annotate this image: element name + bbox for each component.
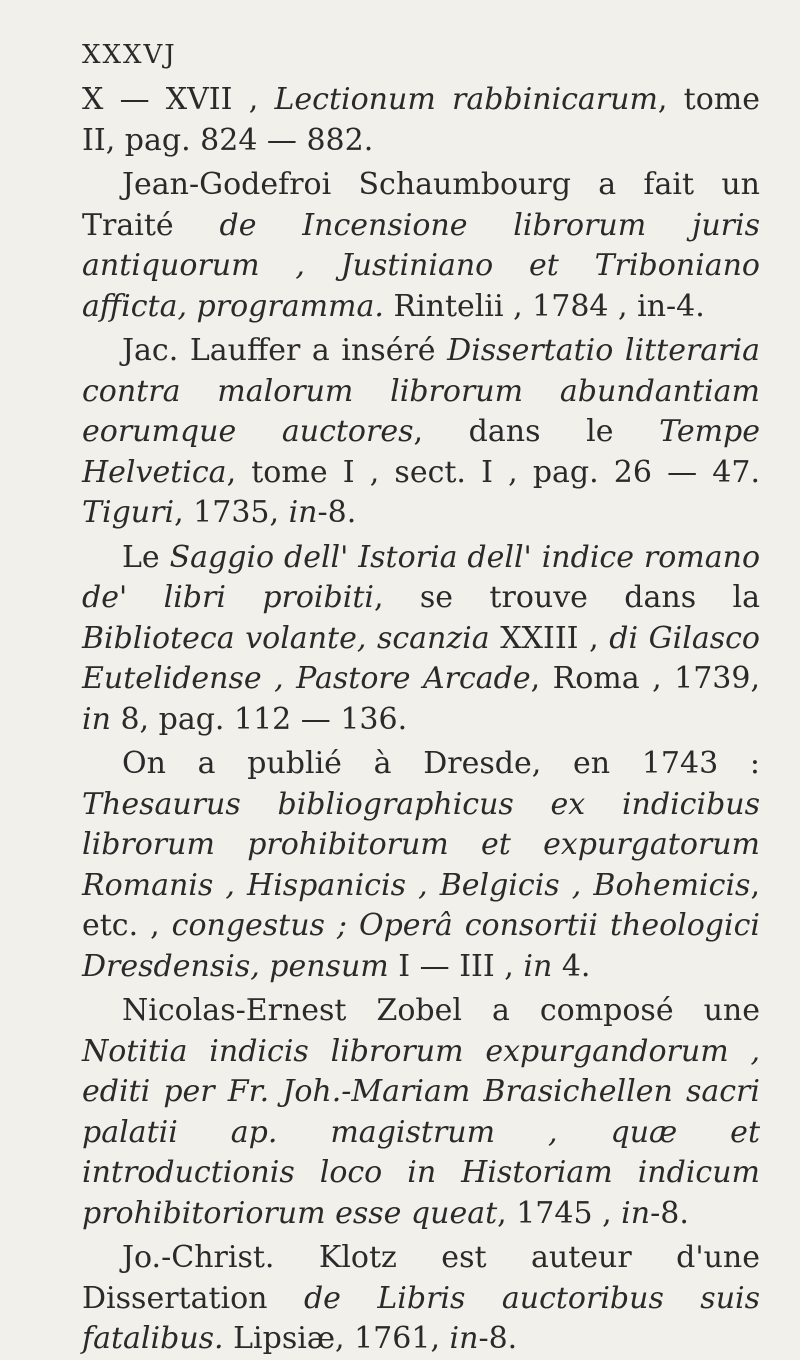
bibliography-entry (82, 991, 760, 1234)
italic-text-segment: Lectionum rabbinicarum (274, 82, 658, 117)
text-segment: I — III , (388, 948, 524, 984)
text-segment: 4. (552, 948, 591, 984)
italic-text-segment: in (449, 1321, 479, 1356)
italic-text-segment: in (288, 495, 318, 530)
text-segment: , dans le (413, 414, 660, 449)
text-segment: Rintelii , 1784 , in-4. (383, 288, 705, 324)
text-segment: XXIII , (489, 620, 610, 656)
text-segment: Jac. Lauffer a inséré (122, 333, 448, 368)
italic-text-segment: de Libris auctoribus suis fatalibus. (82, 1280, 761, 1356)
bibliography-entry (82, 744, 760, 987)
text-segment: On a publié à Dresde, en 1743 : (122, 746, 760, 781)
text-segment: -8. (478, 1321, 518, 1356)
text-segment: , se trouve dans la (373, 580, 760, 615)
bibliography-entry (82, 165, 760, 327)
italic-text-segment: Tempe Helvetica (82, 414, 760, 490)
text-segment: Lipsiæ, 1761, (223, 1321, 450, 1356)
italic-text-segment: Tiguri (82, 495, 175, 530)
page-number: XXXVJ (82, 40, 177, 70)
text-segment: , 1735, (174, 495, 289, 530)
text-segment: -8. (317, 495, 357, 530)
text-segment: 8, pag. 112 — 136. (110, 701, 408, 737)
text-segment: X — XVII , (82, 82, 275, 117)
text-segment: , tome I , sect. I , pag. 26 — 47. (226, 454, 760, 490)
text-segment: Jean-Godefroi Schaumbourg a fait un Traité (82, 167, 760, 243)
italic-text-segment: congestus ; Operâ consortii theologici Dresdensis, pensum (82, 908, 760, 984)
italic-text-segment: Biblioteca volante, scanzia (82, 620, 490, 656)
italic-text-segment: Notitia indicis librorum expurgandorum , editi per Fr. Joh.-Mariam Brasichellen sacri palatii ap. magistrum , quæ et introductionis loco in Historiam indicum prohibitoriorum esse queat (82, 1033, 760, 1231)
italic-text-segment: in (621, 1195, 651, 1231)
bibliography-entry (82, 1238, 760, 1360)
bibliography-entry (82, 538, 760, 741)
italic-text-segment: Saggio dell' Istoria dell' indice romano de' libri proibiti (82, 539, 761, 615)
italic-text-segment: di Gilasco Eutelidense , Pastore Arcade (82, 620, 760, 696)
italic-text-segment: Thesaurus bibliographicus ex indicibus librorum prohibitorum et expurgatorum Romanis , Hispanicis , Belgicis , Bohemicis (82, 786, 760, 903)
text-segment: Le (122, 539, 170, 575)
bibliography-entry (82, 331, 760, 534)
italic-text-segment: de Incensione librorum juris antiquorum , Justiniano et Triboniano afficta, programma. (82, 207, 760, 324)
text-segment: , 1745 , (497, 1195, 622, 1231)
italic-text-segment: in (523, 948, 553, 984)
bibliography-entry (82, 80, 760, 161)
text-segment: Nicolas-Ernest Zobel a composé une (122, 993, 760, 1028)
text-segment: , Roma , 1739, (530, 661, 761, 696)
text-segment: -8. (650, 1195, 689, 1231)
text-segment: , tome II, pag. 824 — 882. (82, 82, 760, 158)
text-segment: Jo.-Christ. Klotz est auteur d'une Dissertation (82, 1240, 760, 1316)
text-segment: , etc. , (82, 867, 760, 943)
italic-text-segment: in (82, 701, 111, 737)
italic-text-segment: Dissertatio litteraria contra malorum librorum abundantiam eorumque auctores (82, 333, 761, 449)
